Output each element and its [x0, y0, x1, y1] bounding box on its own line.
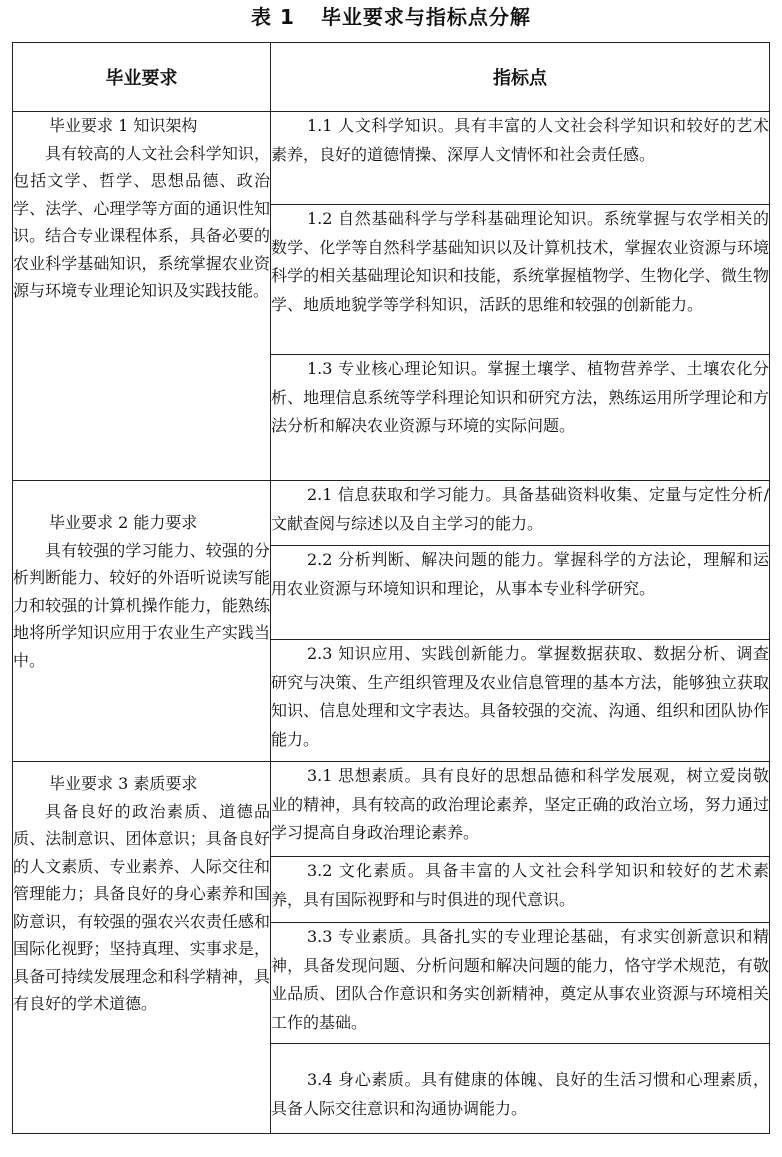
- table-title: 毕业要求与指标点分解: [320, 5, 531, 29]
- table-row: [13, 762, 770, 857]
- header-indicator: 指标点: [271, 43, 770, 112]
- indicator-cell: 1.2 自然基础科学与学科基础理论知识。系统掌握与农学相关的数学、化学等自然科学基础知识以及计算机技术，掌握农业资源与环境科学的相关基础理论知识和技能，系统掌握植物学、生物化学、微生物学、地质地貌学等学科知识，活跃的思维和较强的创新能力。: [271, 205, 770, 355]
- requirement-body: 具有较强的学习能力、较强的分析判断能力、较好的外语听说读写能力和较强的计算机操作能力，能熟练地将所学知识应用于农业生产实践当中。: [13, 540, 270, 670]
- table-number: 表 1: [251, 5, 295, 29]
- requirement-cell-3: [13, 762, 271, 1134]
- requirement-title: 毕业要求 3 素质要求: [49, 774, 198, 793]
- indicator-cell: 2.1 信息获取和学习能力。具备基础资料收集、定量与定性分析/文献查阅与综述以及自主学习的能力。: [271, 481, 770, 546]
- indicator-cell: 1.1 人文科学知识。具有丰富的人文社会科学知识和较好的艺术素养，良好的道德情操、深厚人文情怀和社会责任感。: [271, 112, 770, 205]
- table-caption: [0, 2, 782, 32]
- requirement-cell-2: [13, 481, 271, 762]
- requirement-title: 毕业要求 1 知识架构: [49, 116, 198, 135]
- indicator-cell: 1.3 专业核心理论知识。掌握土壤学、植物营养学、土壤农化分析、地理信息系统等学科理论知识和研究方法，熟练运用所学理论和方法分析和解决农业资源与环境的实际问题。: [271, 355, 770, 481]
- requirements-table: [12, 42, 770, 1134]
- indicator-cell: 3.1 思想素质。具有良好的思想品德和科学发展观，树立爱岗敬业的精神，具有较高的政治理论素养，坚定正确的政治立场，努力通过学习提高自身政治理论素养。: [271, 762, 770, 857]
- indicator-cell: 3.4 身心素质。具有健康的体魄、良好的生活习惯和心理素质，具备人际交往意识和沟通协调能力。: [271, 1044, 770, 1134]
- indicator-cell: 2.3 知识应用、实践创新能力。掌握数据获取、数据分析、调查研究与决策、生产组织管理及农业信息管理的基本方法，能够独立获取知识、信息处理和文字表达。具备较强的交流、沟通、组织和团队协作能力。: [271, 640, 770, 762]
- header-row: [13, 43, 770, 112]
- indicator-cell: 2.2 分析判断、解决问题的能力。掌握科学的方法论，理解和运用农业资源与环境知识和理论，从事本专业科学研究。: [271, 546, 770, 640]
- requirement-title: 毕业要求 2 能力要求: [49, 513, 198, 532]
- table-row: [13, 481, 770, 546]
- requirement-body: 具备良好的政治素质、道德品质、法制意识、团体意识；具备良好的人文素质、专业素养、人际交往和管理能力；具备良好的身心素养和国防意识，有较强的强农兴农责任感和国际化视野；坚持真理、实事求是，具备可持续发展理念和科学精神，具有良好的学术道德。: [13, 801, 270, 1013]
- requirement-cell-1: [13, 112, 271, 481]
- requirement-body: 具有较高的人文社会科学知识，包括文学、哲学、思想品德、政治学、法学、心理学等方面的通识性知识。结合专业课程体系，具备必要的农业科学基础知识，系统掌握农业资源与环境专业理论知识及实践技能。: [13, 143, 270, 300]
- table-row: [13, 112, 770, 205]
- header-requirement: 毕业要求: [13, 43, 271, 112]
- indicator-cell: 3.2 文化素质。具备丰富的人文社会科学知识和较好的艺术素养，具有国际视野和与时俱进的现代意识。: [271, 857, 770, 923]
- indicator-cell: 3.3 专业素质。具备扎实的专业理论基础，有求实创新意识和精神，具备发现问题、分析问题和解决问题的能力，恪守学术规范，有敬业品质、团队合作意识和务实创新精神，奠定从事农业资源与环境相关工作的基础。: [271, 923, 770, 1044]
